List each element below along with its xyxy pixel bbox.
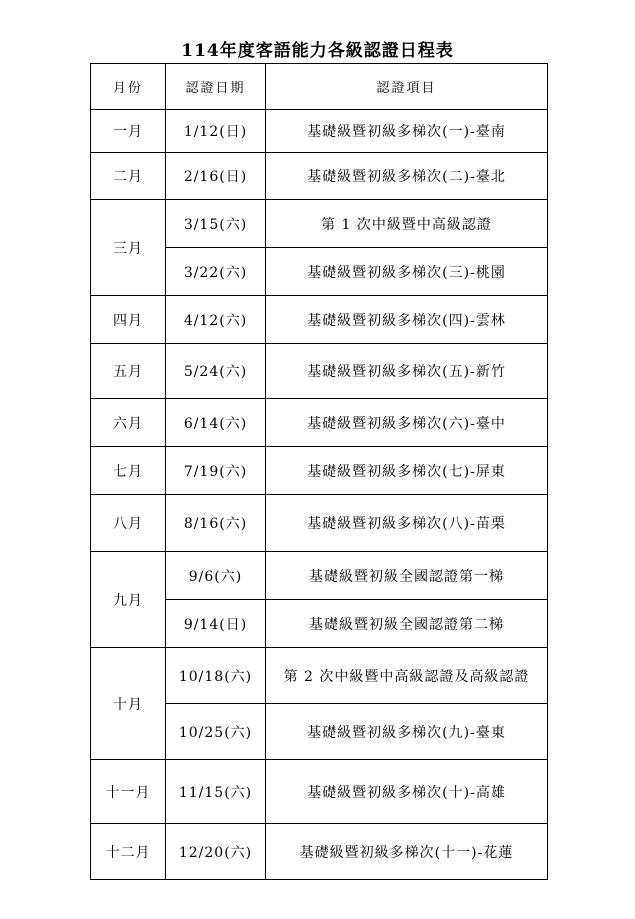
item-cell: 第 2 次中級暨中高級認證及高級認證 — [266, 648, 548, 704]
date-cell: 1/12(日) — [166, 110, 266, 153]
month-cell: 十月 — [91, 648, 166, 760]
page-title: 114年度客語能力各級認證日程表 — [181, 41, 454, 61]
month-cell: 二月 — [91, 153, 166, 200]
item-cell: 基礎級暨初級全國認證第一梯 — [266, 552, 548, 600]
item-cell: 第 1 次中級暨中高級認證 — [266, 200, 548, 248]
table-row — [91, 648, 548, 704]
item-cell: 基礎級暨初級多梯次(二)-臺北 — [266, 153, 548, 200]
month-cell: 八月 — [91, 495, 166, 552]
table-row — [91, 495, 548, 552]
month-cell: 十二月 — [91, 824, 166, 880]
date-cell: 12/20(六) — [166, 824, 266, 880]
date-cell: 6/14(六) — [166, 399, 266, 447]
date-cell: 9/14(日) — [166, 600, 266, 648]
date-cell: 7/19(六) — [166, 447, 266, 495]
date-cell: 2/16(日) — [166, 153, 266, 200]
table-row — [91, 200, 548, 248]
item-cell: 基礎級暨初級多梯次(九)-臺東 — [266, 704, 548, 760]
month-cell: 九月 — [91, 552, 166, 648]
header-month: 月份 — [91, 64, 166, 110]
item-cell: 基礎級暨初級多梯次(四)-雲林 — [266, 296, 548, 344]
month-cell: 六月 — [91, 399, 166, 447]
item-cell: 基礎級暨初級多梯次(十)-高雄 — [266, 760, 548, 824]
table-row — [91, 399, 548, 447]
date-cell: 3/22(六) — [166, 248, 266, 296]
date-cell: 5/24(六) — [166, 344, 266, 399]
month-cell: 十一月 — [91, 760, 166, 824]
month-cell: 三月 — [91, 200, 166, 296]
date-cell: 3/15(六) — [166, 200, 266, 248]
table-row — [91, 760, 548, 824]
table-row — [91, 344, 548, 399]
month-cell: 一月 — [91, 110, 166, 153]
table-row — [91, 110, 548, 153]
item-cell: 基礎級暨初級多梯次(三)-桃園 — [266, 248, 548, 296]
item-cell: 基礎級暨初級多梯次(十一)-花蓮 — [266, 824, 548, 880]
date-cell: 9/6(六) — [166, 552, 266, 600]
month-cell: 七月 — [91, 447, 166, 495]
date-cell: 11/15(六) — [166, 760, 266, 824]
month-cell: 四月 — [91, 296, 166, 344]
header-item: 認證項目 — [266, 64, 548, 110]
date-cell: 4/12(六) — [166, 296, 266, 344]
date-cell: 10/25(六) — [166, 704, 266, 760]
table-row — [91, 447, 548, 495]
table-header-row — [91, 64, 548, 110]
item-cell: 基礎級暨初級多梯次(六)-臺中 — [266, 399, 548, 447]
table-row — [91, 824, 548, 880]
schedule-table — [90, 63, 548, 880]
item-cell: 基礎級暨初級多梯次(七)-屏東 — [266, 447, 548, 495]
date-cell: 8/16(六) — [166, 495, 266, 552]
item-cell: 基礎級暨初級多梯次(五)-新竹 — [266, 344, 548, 399]
date-cell: 10/18(六) — [166, 648, 266, 704]
month-cell: 五月 — [91, 344, 166, 399]
item-cell: 基礎級暨初級全國認證第二梯 — [266, 600, 548, 648]
table-row — [91, 296, 548, 344]
item-cell: 基礎級暨初級多梯次(一)-臺南 — [266, 110, 548, 153]
header-date: 認證日期 — [166, 64, 266, 110]
table-row — [91, 153, 548, 200]
table-row — [91, 552, 548, 600]
item-cell: 基礎級暨初級多梯次(八)-苗栗 — [266, 495, 548, 552]
